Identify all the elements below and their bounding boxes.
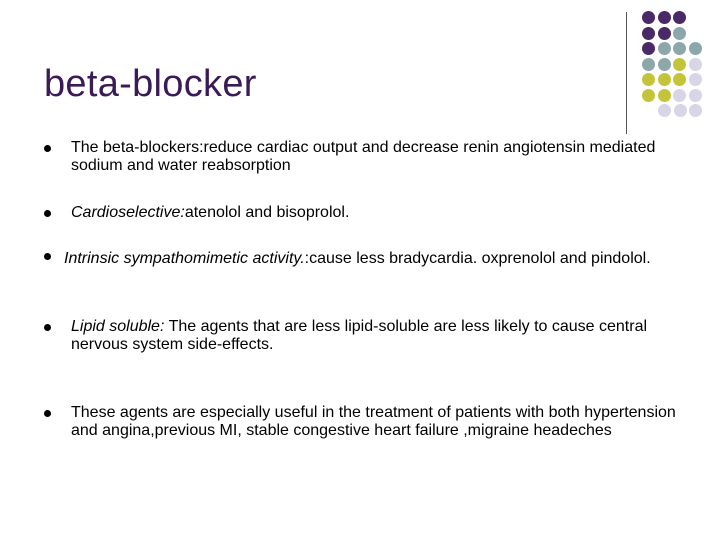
bullet-text	[71, 318, 700, 354]
bullet-text	[71, 204, 700, 222]
bullet-italic-term: Cardioselective:	[71, 204, 185, 221]
decorative-dot	[674, 104, 687, 117]
decorative-dot	[658, 104, 671, 117]
decorative-dot	[673, 58, 686, 71]
decorative-dot	[642, 42, 655, 55]
list-item	[44, 139, 700, 175]
decorative-dot	[673, 11, 686, 24]
list-item	[44, 318, 700, 354]
bullet-icon	[44, 145, 51, 152]
decorative-dot	[673, 73, 686, 86]
decorative-dot	[689, 42, 702, 55]
decorative-dot	[673, 89, 686, 102]
decorative-dot	[642, 58, 655, 71]
decorative-dot	[658, 73, 671, 86]
bullet-icon	[44, 410, 51, 417]
decorative-dot	[673, 27, 686, 40]
decorative-dot	[689, 89, 702, 102]
decorative-dot	[642, 89, 655, 102]
decorative-dot	[689, 58, 702, 71]
bullet-body: :cause less bradycardia. oxprenolol and pindolol.	[304, 250, 651, 267]
slide-title: beta-blocker	[44, 63, 257, 105]
bullet-italic-term: Intrinsic sympathomimetic activity.	[64, 250, 305, 267]
bullet-text: These agents are especially useful in the treatment of patients with both hypertension and angina,previous MI, stable congestive heart failure ,migraine headeches	[71, 404, 676, 439]
decorative-dot	[658, 27, 671, 40]
decorative-dot	[689, 104, 702, 117]
list-item	[44, 404, 700, 440]
bullet-body: atenolol and bisoprolol.	[184, 204, 350, 221]
decorative-dot	[642, 73, 655, 86]
bullet-icon	[44, 324, 51, 331]
decorative-dot	[658, 89, 671, 102]
decorative-dot	[642, 11, 655, 24]
divider-line	[626, 12, 627, 134]
bullet-icon	[44, 253, 51, 260]
list-item	[44, 204, 700, 222]
bullet-text: The beta-blockers:reduce cardiac output and decrease renin angiotensin mediated sodium and water reabsorption	[71, 139, 656, 174]
bullet-icon	[44, 210, 51, 217]
decorative-dot	[658, 58, 671, 71]
decorative-dot	[658, 11, 671, 24]
bullet-italic-term: Lipid soluble:	[71, 318, 165, 335]
list-item	[44, 250, 700, 268]
decorative-dot	[642, 27, 655, 40]
bullet-body: The agents that are less lipid-soluble are less likely to cause central nervous system side-effects.	[71, 318, 648, 353]
decorative-dot	[689, 73, 702, 86]
decorative-dot	[658, 42, 671, 55]
decorative-dot	[673, 42, 686, 55]
